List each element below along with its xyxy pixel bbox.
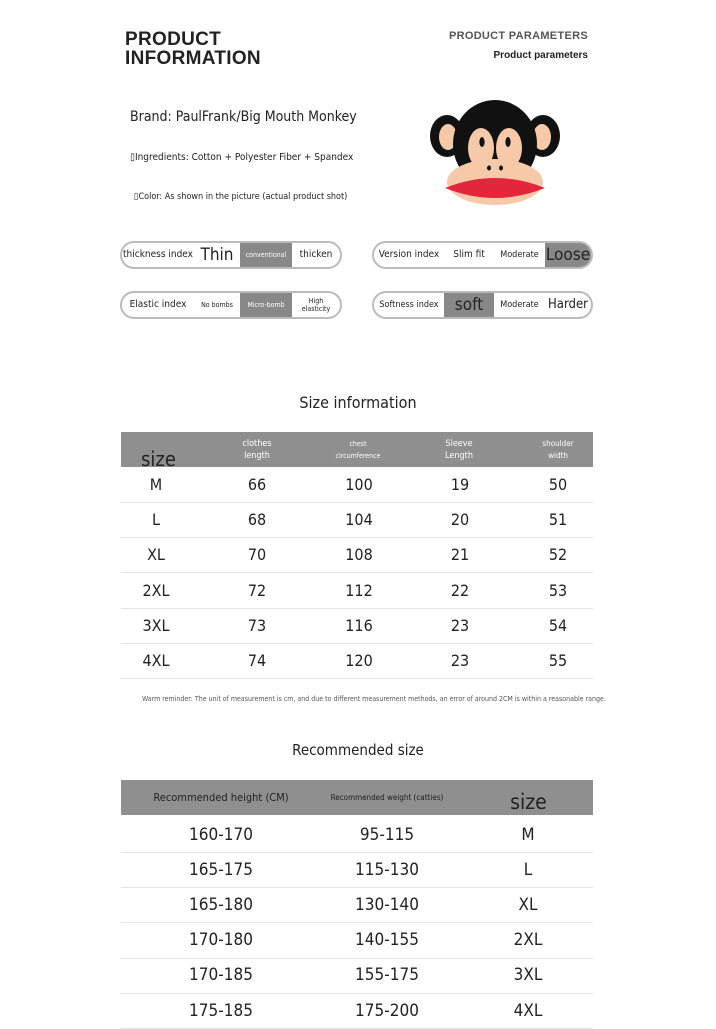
softness-option-soft: soft — [444, 293, 494, 317]
table-cell: M — [149, 475, 163, 494]
table-cell: 73 — [247, 615, 267, 635]
params-title: PRODUCT PARAMETERS — [448, 30, 588, 42]
table-cell: 120 — [345, 651, 373, 670]
version-option-slim-fit: Slim fit — [453, 249, 485, 260]
elastic-index-label: Elastic index — [129, 299, 187, 310]
table-row — [121, 643, 593, 679]
table-cell: 4XL — [142, 651, 170, 670]
table-cell: 100 — [345, 475, 373, 494]
table-cell: 170-180 — [189, 930, 253, 951]
table-cell: L — [151, 510, 160, 530]
table-cell: 165-175 — [189, 859, 253, 880]
table-cell: 155-175 — [355, 965, 419, 986]
table-cell: 2XL — [142, 580, 170, 600]
table-cell: 140-155 — [355, 930, 419, 951]
size-header-length: clothes length — [242, 438, 272, 461]
table-cell: 2XL — [513, 930, 543, 951]
brand-text: Brand: PaulFrank/Big Mouth Monkey — [130, 109, 357, 125]
recommended-table — [121, 780, 593, 1024]
table-cell: L — [523, 859, 533, 880]
table-cell: 51 — [548, 510, 568, 530]
table-cell: 22 — [450, 580, 470, 600]
params-subtitle: Product parameters — [493, 50, 588, 61]
table-cell: 160-170 — [189, 824, 253, 845]
size-header-chest: chest circumference — [335, 439, 381, 460]
softness-index-label: Softness index — [379, 300, 439, 310]
version-index-pill — [372, 241, 593, 269]
table-row — [121, 887, 593, 923]
table-cell: 72 — [247, 580, 267, 600]
table-cell: 52 — [548, 545, 568, 565]
table-row — [121, 852, 593, 888]
table-cell: 115-130 — [355, 859, 419, 880]
table-cell: XL — [518, 894, 538, 915]
table-row — [121, 608, 593, 644]
table-cell: 50 — [548, 475, 568, 494]
table-cell: 175-185 — [189, 1000, 253, 1021]
elastic-option-no-bombs: No bombs — [201, 301, 233, 309]
thickness-index-pill — [120, 241, 342, 269]
table-cell: 74 — [247, 651, 267, 670]
color-text: ▯Color: As shown in the picture (actual product shot) — [134, 192, 348, 202]
size-table-header — [121, 432, 593, 471]
thickness-option-thicken: thicken — [299, 249, 333, 260]
table-cell: 53 — [548, 580, 568, 600]
table-cell: 20 — [450, 510, 470, 530]
table-cell: 95-115 — [359, 824, 415, 845]
table-row — [121, 958, 593, 994]
softness-option-moderate: Moderate — [500, 300, 539, 310]
warm-reminder: Warm reminder: The unit of measurement is cm, and due to different measurement methods, an error of around 2CM is within a reasonable range. — [142, 695, 606, 703]
elastic-option-high-elasticity: High elasticity — [301, 297, 331, 313]
table-row — [121, 502, 593, 538]
table-cell: 23 — [450, 615, 470, 635]
table-row — [121, 923, 593, 959]
table-cell: 68 — [247, 510, 267, 530]
monkey-logo-icon — [425, 96, 565, 220]
table-row — [121, 817, 593, 853]
size-header-sleeve: Sleeve Length — [445, 438, 473, 461]
rec-header-size: size — [510, 790, 547, 814]
softness-index-pill — [372, 291, 593, 319]
table-cell: 3XL — [513, 965, 543, 986]
recommended-title: Recommended size — [292, 741, 424, 759]
size-header-size: size — [141, 447, 176, 471]
size-info-title: Size information — [299, 393, 417, 412]
table-cell: 23 — [450, 651, 470, 670]
table-cell: 21 — [450, 545, 470, 565]
table-cell: 55 — [548, 651, 568, 670]
table-cell: 130-140 — [355, 894, 419, 915]
table-cell: 4XL — [513, 1000, 543, 1021]
table-cell: 112 — [345, 580, 373, 600]
table-cell: 165-180 — [189, 894, 253, 915]
table-cell: 54 — [548, 615, 568, 635]
thickness-index-label: thickness index — [123, 249, 193, 260]
size-table — [121, 432, 593, 682]
table-cell: 66 — [247, 475, 267, 494]
elastic-option-micro-bomb: Micro-bomb — [240, 293, 292, 317]
table-cell: 3XL — [142, 615, 170, 635]
table-cell: 70 — [247, 545, 267, 565]
thickness-option-conventional: conventional — [240, 243, 292, 267]
size-header-shoulder: shoulder width — [542, 438, 574, 460]
table-cell: 175-200 — [355, 1000, 419, 1021]
table-cell: 19 — [450, 475, 470, 494]
ingredients-text: ▯Ingredients: Cotton + Polyester Fiber + Spandex — [130, 152, 354, 163]
table-cell: 104 — [345, 510, 373, 530]
version-option-loose: Loose — [545, 245, 591, 265]
rec-header-height: Recommended height (CM) — [153, 791, 289, 804]
version-index-label: Version index — [378, 249, 440, 260]
version-option-moderate: Moderate — [500, 250, 539, 260]
table-cell: M — [521, 824, 535, 845]
table-cell: XL — [147, 545, 165, 565]
page-title: PRODUCT INFORMATION — [125, 29, 261, 69]
rec-header-weight: Recommended weight (catties) — [330, 793, 444, 802]
table-cell: 170-185 — [189, 965, 253, 986]
thickness-option-thin: Thin — [200, 245, 234, 265]
softness-option-harder: Harder — [548, 297, 588, 312]
table-cell: 116 — [345, 615, 373, 635]
elastic-index-pill — [120, 291, 342, 319]
table-row — [121, 573, 593, 609]
table-row — [121, 467, 593, 503]
table-row — [121, 537, 593, 573]
recommended-table-header — [121, 780, 593, 815]
table-cell: 108 — [345, 545, 373, 565]
